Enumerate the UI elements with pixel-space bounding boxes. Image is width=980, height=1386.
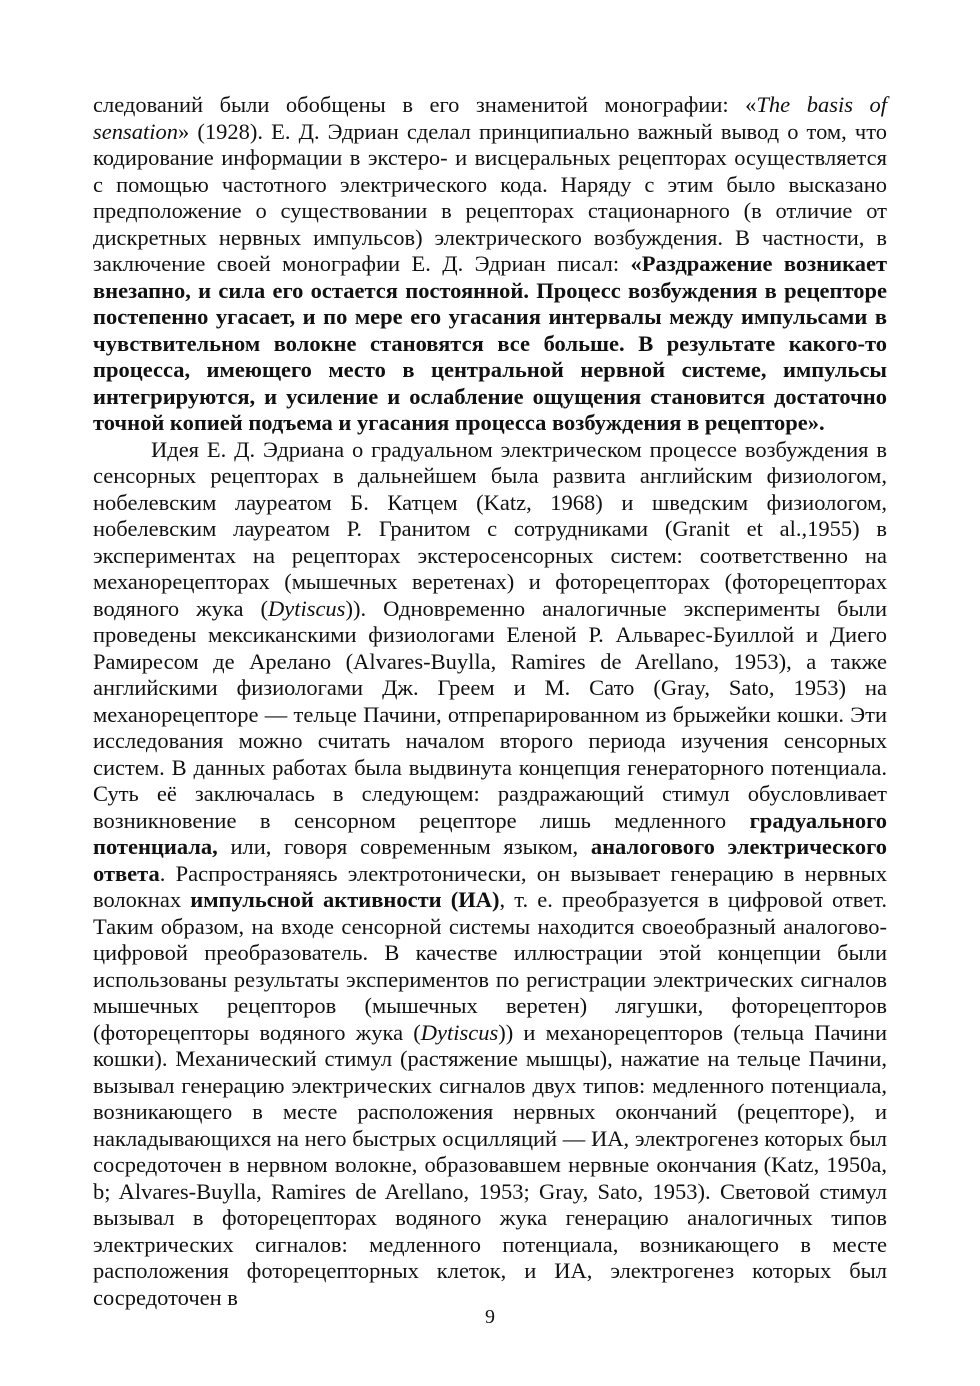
species-name: Dytiscus xyxy=(267,595,346,621)
text-segment: следований были обобщены в его знаменитой монографии: « xyxy=(93,92,757,117)
text-segment: , т. е. преобразуется в цифровой ответ. Таким образом, на входе сенсорной системы находится своеобразный аналогово-цифровой преобразователь. В качестве иллюстрации этой концепции были использованы результаты экспериментов по регистрации электрических сигналов мышечных рецепторов (мышечных веретен) лягушки, фоторецепторов (фоторецепторы водяного жука ( xyxy=(93,887,887,1045)
species-name: Dytiscus xyxy=(420,1019,499,1045)
term-gradual-potential: градуального потенциала, xyxy=(93,807,887,859)
adrian-quote: «Раздражение возникает внезапно, и сила его остается постоянной. Процесс возбуждения в рецепторе постепенно угасает, и по мере его угасания интервалы между импульсами в чувствительном волокне становятся все больше. В результате какого-то процесса, имеющего место в центральной нервной системе, импульсы интегрируются, и усиление и ослабление ощущения становится достаточно точной копией подъема и угасания процесса возбуждения в рецепторе». xyxy=(93,251,887,435)
paragraph-adrian-monograph xyxy=(93,92,887,437)
page-number: 9 xyxy=(485,1306,495,1328)
text-segment: )). Одновременно аналогичные эксперименты были проведены мексиканскими физиологами Еленой Р. Альварес-Буиллой и Диего Рамиресом де Арелано (Alvares-Buylla, Ramires de Arellano, 1953), а также английскими физиологами Дж. Греем и М. Сато (Gray, Sato, 1953) на механорецепторе — тельце Пачини, отпрепарированном из брыжейки кошки. Эти исследования можно считать началом второго периода изучения сенсорных систем. В данных работах была выдвинута концепция генераторного потенциала. Суть её заключалась в следующем: раздражающий стимул обусловливает возникновение в сенсорном рецепторе лишь медленного xyxy=(93,595,887,833)
text-segment: » (1928). Е. Д. Эдриан сделал принципиально важный вывод о том, что кодирование информации в экстеро- и висцеральных рецепторах осуществляется с помощью частотного электрического кода. Наряду с этим было высказано предположение о существовании в рецепторах стационарного (в отличие от дискретных нервных импульсов) электрического возбуждения. В частности, в заключение своей монографии Е. Д. Эдриан писал: xyxy=(93,118,887,276)
book-title: The basis of sensation xyxy=(93,92,887,144)
text-segment: . Распространяясь электротонически, он вызывает генерацию в нервных волокнах xyxy=(93,860,887,912)
paragraph-generator-potential xyxy=(93,437,887,1312)
text-segment: или, говоря современным языком, xyxy=(217,834,591,859)
term-impulse-activity: импульсной активности (ИА) xyxy=(190,887,500,912)
term-analog-response: аналогового электрического ответа xyxy=(93,834,887,886)
text-segment: Идея Е. Д. Эдриана о градуальном электрическом процессе возбуждения в сенсорных рецепторах в дальнейшем была развита английским физиологом, нобелевским лауреатом Б. Катцем (Katz, 1968) и шведским физиологом, нобелевским лауреатом Р. Гранитом с сотрудниками (Granit et al.,1955) в экспериментах на рецепторах экстеросенсорных систем: соответственно на механорецепторах (мышечных веретенах) и фоторецепторах (фоторецепторах водяного жука ( xyxy=(93,436,887,621)
text-segment: )) и механорецепторов (тельца Пачини кошки). Механический стимул (растяжение мышцы), нажатие на тельце Пачини, вызывал генерацию электрических сигналов двух типов: медленного потенциала, возникающего в месте расположения нервных окончаний (рецепторе), и накладывающихся на него быстрых осцилляций — ИА, электрогенез которых был сосредоточен в нервном волокне, образовавшем нервные окончания (Katz, 1950a, b; Alvares-Buylla, Ramires de Arellano, 1953; Gray, Sato, 1953). Световой стимул вызывал в фоторецепторах водяного жука генерацию аналогичных типов электрических сигналов: медленного потенциала, возникающего в месте расположения фоторецепторных клеток, и ИА, электрогенез которых был сосредоточен в xyxy=(93,1019,887,1310)
page-body xyxy=(93,92,887,1311)
